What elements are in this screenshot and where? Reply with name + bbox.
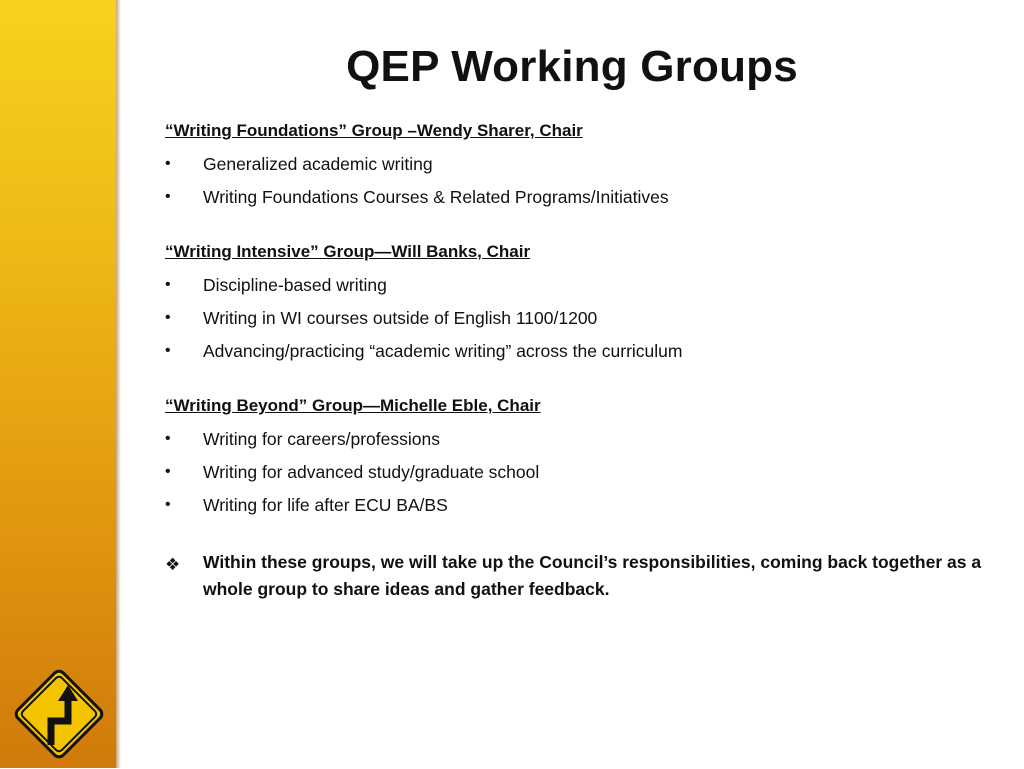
group-heading: “Writing Beyond” Group—Michelle Eble, Chair <box>165 396 541 415</box>
curvy-road-warning-sign-icon <box>4 659 114 769</box>
working-group <box>165 241 985 362</box>
summary-note <box>165 549 985 603</box>
list-item-text: Generalized academic writing <box>203 154 433 174</box>
bullet-icon: • <box>165 155 171 172</box>
bullet-icon: • <box>165 342 171 359</box>
group-heading: “Writing Foundations” Group –Wendy Sharer, Chair <box>165 121 583 140</box>
list-item <box>165 340 985 362</box>
summary-note-text: Within these groups, we will take up the Council’s responsibilities, coming back together as a whole group to share ideas and gather feedback. <box>203 552 982 599</box>
list-item-text: Writing for careers/professions <box>203 429 440 449</box>
bullet-list <box>165 274 985 362</box>
working-group <box>165 395 985 516</box>
list-item <box>165 461 985 483</box>
sidebar-shadow <box>116 0 121 768</box>
bullet-list <box>165 153 985 208</box>
list-item-text: Writing for life after ECU BA/BS <box>203 495 448 515</box>
working-group <box>165 120 985 208</box>
list-item <box>165 428 985 450</box>
list-item-text: Discipline-based writing <box>203 275 387 295</box>
bullet-icon: • <box>165 496 171 513</box>
list-item-text: Writing for advanced study/graduate school <box>203 462 540 482</box>
list-item-text: Writing Foundations Courses & Related Programs/Initiatives <box>203 187 669 207</box>
bullet-icon: • <box>165 188 171 205</box>
bullet-icon: • <box>165 463 171 480</box>
slide-title: QEP Working Groups <box>346 42 798 91</box>
list-item <box>165 494 985 516</box>
group-heading: “Writing Intensive” Group—Will Banks, Chair <box>165 242 531 261</box>
bullet-icon: • <box>165 276 171 293</box>
bullet-list <box>165 428 985 516</box>
list-item <box>165 153 985 175</box>
diamond-bullet-icon: ❖ <box>165 555 181 574</box>
list-item <box>165 274 985 296</box>
decorative-sidebar <box>0 0 116 768</box>
list-item <box>165 307 985 329</box>
slide-content <box>165 120 985 603</box>
bullet-icon: • <box>165 309 171 326</box>
list-item-text: Advancing/practicing “academic writing” across the curriculum <box>203 341 683 361</box>
list-item <box>165 186 985 208</box>
list-item-text: Writing in WI courses outside of English 1100/1200 <box>203 308 598 328</box>
bullet-icon: • <box>165 430 171 447</box>
